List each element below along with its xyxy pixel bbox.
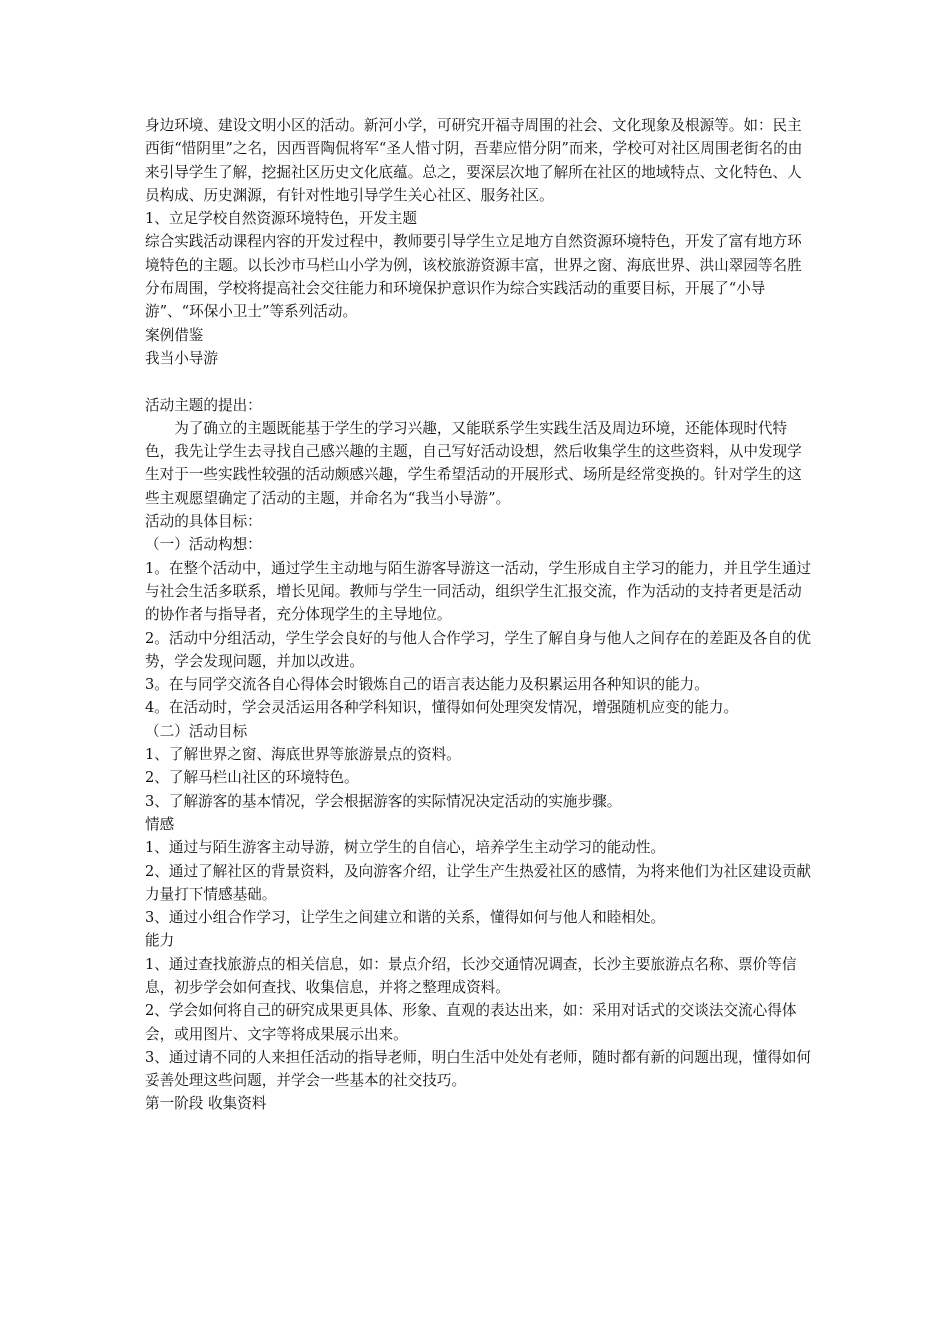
paragraph: 3、通过请不同的人来担任活动的指导老师，明白生活中处处有老师，随时都有新的问题出现，懂得如何妥善处理这些问题，并学会一些基本的社交技巧。: [145, 1048, 812, 1090]
paragraph: （二）活动目标: [145, 722, 248, 740]
paragraph: 2、通过了解社区的背景资料，及向游客介绍，让学生产生热爱社区的感情，为将来他们为社区建设贡献力量打下情感基础。: [145, 862, 812, 903]
paragraph: 3、通过小组合作学习，让学生之间建立和谐的关系，懂得如何与他人和睦相处。: [145, 909, 666, 927]
document-body: [145, 114, 813, 1116]
paragraph: 活动主题的提出：: [145, 396, 262, 414]
paragraph: （一）活动构想：: [145, 536, 262, 554]
paragraph: 1、通过与陌生游客主动导游，树立学生的自信心，培养学生主动学习的能动性。: [145, 839, 666, 857]
paragraph: 2。活动中分组活动，学生学会良好的与他人合作学习，学生了解自身与他人之间存在的差距及各自的优势，学会发现问题，并加以改进。: [145, 629, 812, 670]
paragraph: 情感: [145, 815, 175, 833]
paragraph: 3、了解游客的基本情况，学会根据游客的实际情况决定活动的实施步骤。: [145, 792, 622, 810]
paragraph: 3。在与同学交流各自心得体会时锻炼自己的语言表达能力及积累运用各种知识的能力。: [145, 676, 709, 694]
paragraph: 第一阶段 收集资料: [145, 1095, 267, 1113]
paragraph: 1。在整个活动中，通过学生主动地与陌生游客导游这一活动，学生形成自主学习的能力，并且学生通过与社会生活多联系，增长见闻。教师与学生一同活动，组织学生汇报交流，作为活动的支持者更是活动的协作者与指导者，充分体现学生的主导地位。: [145, 559, 812, 624]
paragraph: 4。在活动时，学会灵活运用各种学科知识，懂得如何处理突发情况，增强随机应变的能力。: [145, 699, 739, 717]
paragraph: 1、通过查找旅游点的相关信息，如：景点介绍，长沙交通情况调查，长沙主要旅游点名称、票价等信息，初步学会如何查找、收集信息，并将之整理成资料。: [145, 955, 797, 996]
paragraph: 活动的具体目标：: [145, 513, 262, 531]
paragraph: 案例借鉴: [145, 326, 204, 344]
paragraph: 能力: [145, 932, 175, 950]
paragraph: 身边环境、建设文明小区的活动。新河小学，可研究开福寺周围的社会、文化现象及根源等。如：民主西街“惜阴里”之名，因西晋陶侃将军“圣人惜寸阴，吾辈应惜分阴”而来，学校可对社区周围老街名的由来引导学生了解，挖掘社区历史文化底蕴。总之，要深层次地了解所在社区的地域特点、文化特色、人员构成、历史渊源，有针对性地引导学生关心社区、服务社区。: [145, 117, 803, 204]
paragraph: 2、学会如何将自己的研究成果更具体、形象、直观的表达出来，如：采用对话式的交谈法交流心得体会，或用图片、文字等将成果展示出来。: [145, 1002, 797, 1043]
paragraph: 2、了解马栏山社区的环境特色。: [145, 769, 359, 787]
paragraph: 1、立足学校自然资源环境特色，开发主题: [145, 210, 417, 228]
paragraph: 为了确立的主题既能基于学生的学习兴趣，又能联系学生实践生活及周边环境，还能体现时代特色，我先让学生去寻找自己感兴趣的主题，自己写好活动设想，然后收集学生的这些资料，从中发现学生对于一些实践性较强的活动颇感兴趣，学生希望活动的开展形式、场所是经常变换的。针对学生的这些主观愿望确定了活动的主题，并命名为“我当小导游”。: [145, 419, 802, 507]
paragraph: 综合实践活动课程内容的开发过程中，教师要引导学生立足地方自然资源环境特色，开发了富有地方环境特色的主题。以长沙市马栏山小学为例，该校旅游资源丰富，世界之窗、海底世界、洪山翠园等名胜分布周围，学校将提高社会交往能力和环境保护意识作为综合实践活动的重要目标，开展了“小导游”、“环保小卫士”等系列活动。: [145, 233, 802, 321]
paragraph: 我当小导游: [145, 349, 218, 367]
blank-line: [145, 370, 813, 393]
paragraph: 1、了解世界之窗、海底世界等旅游景点的资料。: [145, 746, 461, 764]
